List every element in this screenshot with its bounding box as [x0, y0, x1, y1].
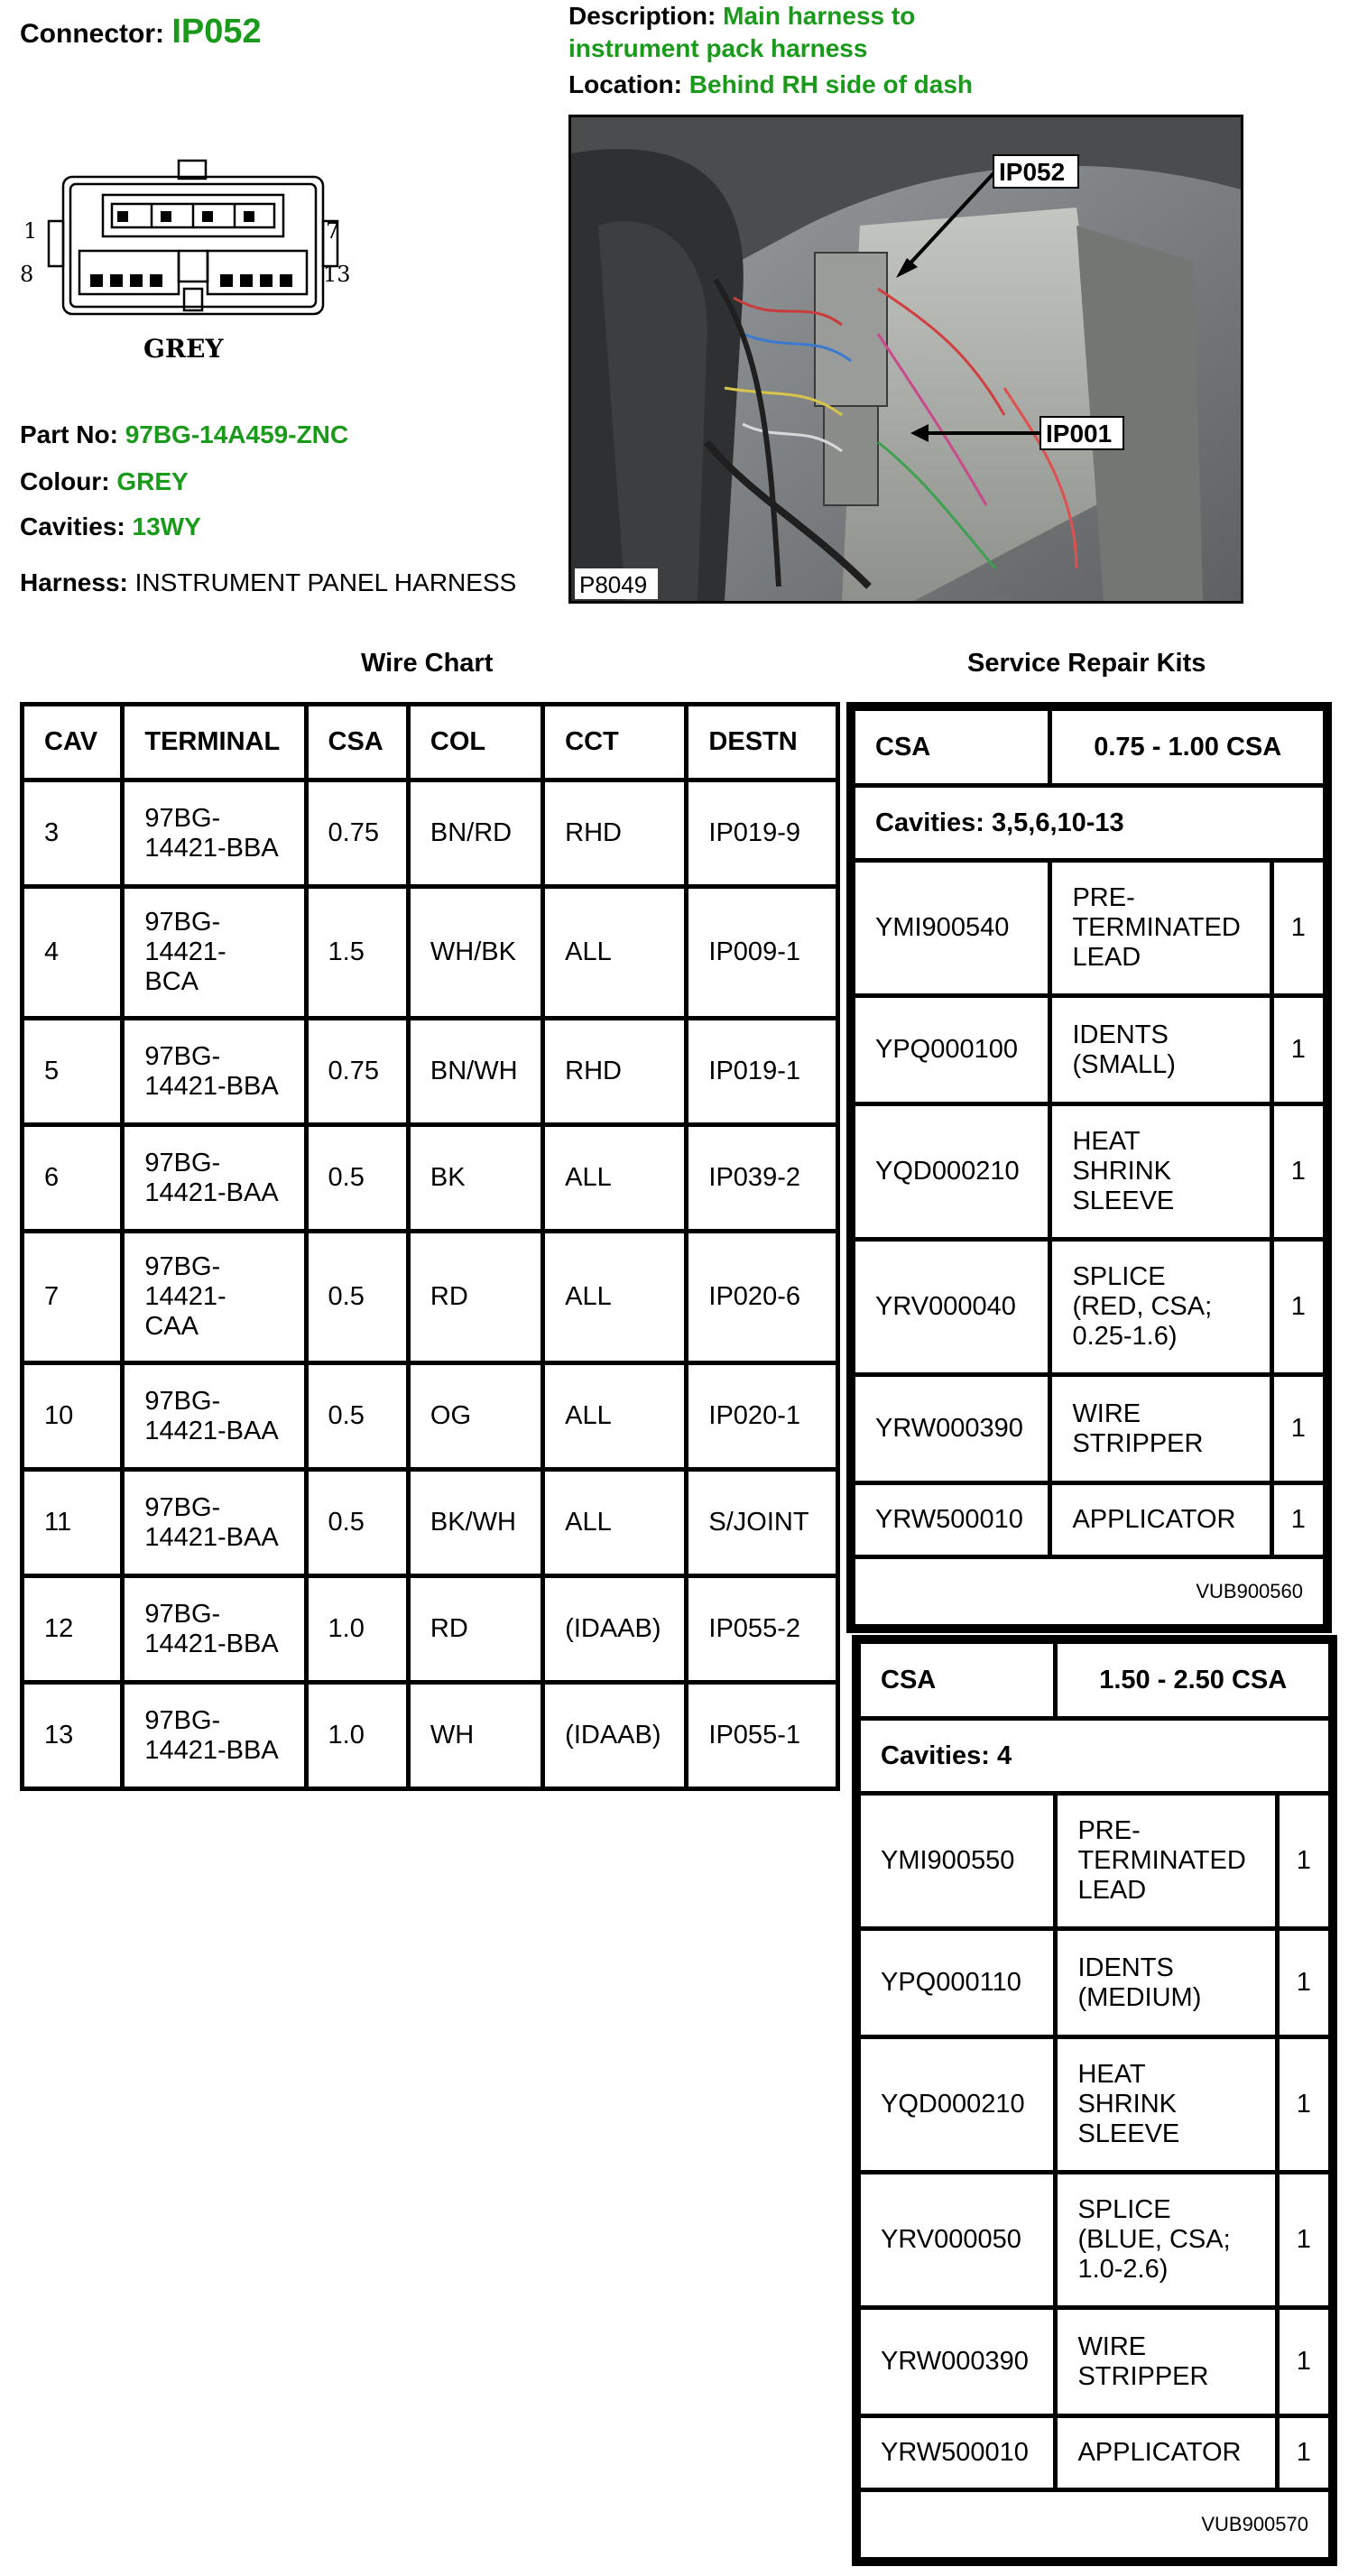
part-no-label: Part No:	[20, 420, 118, 448]
kit-number-row	[854, 1557, 1326, 1627]
kit-item-row	[859, 2173, 1331, 2308]
cell-cct: ALL	[543, 1232, 687, 1363]
kit-part-number: YPQ000100	[854, 996, 1050, 1104]
pin-1-label: 1	[23, 218, 38, 244]
description-value-2: instrument pack harness	[568, 34, 868, 62]
cell-col: WH	[408, 1683, 542, 1789]
kit-item-row	[854, 1240, 1326, 1375]
kit-part-description: HEAT SHRINK SLEEVE	[1056, 2037, 1277, 2173]
connector-diagram	[16, 153, 359, 370]
kit-part-quantity: 1	[1277, 2173, 1330, 2308]
col-col: COL	[408, 705, 542, 780]
cell-cav: 13	[23, 1683, 123, 1789]
kit-part-quantity: 1	[1271, 996, 1325, 1104]
cell-terminal: 97BG- 14421-BAA	[123, 1470, 306, 1576]
cell-col: RD	[408, 1576, 542, 1683]
kit-part-description: SPLICE (BLUE, CSA; 1.0-2.6)	[1056, 2173, 1277, 2308]
cell-col: BN/RD	[408, 780, 542, 887]
kit-item-row	[859, 2416, 1331, 2490]
kit-item-row	[859, 2037, 1331, 2173]
kit-cavities-row	[854, 786, 1326, 861]
cell-cav: 10	[23, 1363, 123, 1470]
connector-label: Connector:	[20, 19, 164, 49]
cell-col: BK/WH	[408, 1470, 542, 1576]
kit-part-quantity: 1	[1271, 861, 1325, 996]
cell-terminal: 97BG- 14421-BBA	[123, 1576, 306, 1683]
kit-cavities: Cavities: 4	[859, 1719, 1331, 1794]
cell-csa: 0.5	[306, 1363, 408, 1470]
cell-csa: 1.5	[306, 887, 408, 1019]
cell-destn: IP020-1	[687, 1363, 838, 1470]
cell-cct: RHD	[543, 780, 687, 887]
service-kit-0-75-1-00	[846, 702, 1332, 1633]
cell-terminal: 97BG- 14421-BBA	[123, 1683, 306, 1789]
cell-csa: 0.5	[306, 1125, 408, 1232]
kit-item-row	[854, 1375, 1326, 1483]
kit-csa-value: 1.50 - 2.50 CSA	[1056, 1642, 1331, 1719]
cell-cct: ALL	[543, 1470, 687, 1576]
location-label: Location:	[568, 70, 682, 98]
cell-terminal: 97BG- 14421-BBA	[123, 1019, 306, 1125]
kit-part-number: YMI900550	[859, 1794, 1056, 1929]
cell-terminal: 97BG- 14421-BAA	[123, 1125, 306, 1232]
kit-item-row	[854, 996, 1326, 1104]
cell-csa: 0.5	[306, 1470, 408, 1576]
cell-destn: IP055-2	[687, 1576, 838, 1683]
kit-part-quantity: 1	[1277, 2308, 1330, 2416]
kit-part-description: APPLICATOR	[1050, 1483, 1271, 1557]
kit-part-description: IDENTS (SMALL)	[1050, 996, 1271, 1104]
cavities-value: 13WY	[132, 512, 201, 540]
connector-colour-caption: GREY	[143, 334, 224, 364]
kit-part-description: APPLICATOR	[1056, 2416, 1277, 2490]
cell-cav: 4	[23, 887, 123, 1019]
kit-number-row	[859, 2490, 1331, 2560]
kit-item-row	[859, 1794, 1331, 1929]
kit-csa-value: 0.75 - 1.00 CSA	[1050, 709, 1326, 786]
col-cct: CCT	[543, 705, 687, 780]
colour-value: GREY	[116, 467, 189, 495]
wire-chart-row	[23, 1470, 838, 1576]
cell-cct: ALL	[543, 1125, 687, 1232]
cell-cct: (IDAAB)	[543, 1576, 687, 1683]
cell-cav: 3	[23, 780, 123, 887]
cell-destn: IP019-9	[687, 780, 838, 887]
cell-cav: 6	[23, 1125, 123, 1232]
cell-terminal: 97BG- 14421-BAA	[123, 1363, 306, 1470]
wire-chart-row	[23, 1363, 838, 1470]
cell-cav: 12	[23, 1576, 123, 1683]
cavities-label: Cavities:	[20, 512, 125, 540]
cell-col: OG	[408, 1363, 542, 1470]
location-line	[568, 69, 973, 101]
kit-part-number: YQD000210	[854, 1104, 1050, 1240]
colour-label: Colour:	[20, 467, 110, 495]
cell-cct: RHD	[543, 1019, 687, 1125]
cell-destn: IP039-2	[687, 1125, 838, 1232]
col-destn: DESTN	[687, 705, 838, 780]
wire-chart-row	[23, 780, 838, 887]
kit-part-number: YRW500010	[854, 1483, 1050, 1557]
part-no-value: 97BG-14A459-ZNC	[125, 420, 349, 448]
wire-chart-header-row	[23, 705, 838, 780]
col-cav: CAV	[23, 705, 123, 780]
connector-face-drawing	[16, 153, 359, 370]
colour-line	[20, 467, 189, 496]
pin-8-label: 8	[20, 262, 34, 287]
kit-item-row	[859, 2308, 1331, 2416]
location-value: Behind RH side of dash	[688, 70, 974, 98]
kit-item-row	[859, 1929, 1331, 2037]
kit-part-quantity: 1	[1277, 2416, 1330, 2490]
cell-col: BK	[408, 1125, 542, 1232]
kit-part-quantity: 1	[1277, 2037, 1330, 2173]
photo-reference: P8049	[579, 571, 648, 598]
kit-part-description: WIRE STRIPPER	[1056, 2308, 1277, 2416]
part-no-line	[20, 420, 348, 449]
cavities-line	[20, 512, 201, 541]
cell-cct: ALL	[543, 1363, 687, 1470]
kit-part-description: SPLICE (RED, CSA; 0.25-1.6)	[1050, 1240, 1271, 1375]
cell-terminal: 97BG- 14421- CAA	[123, 1232, 306, 1363]
cell-csa: 0.5	[306, 1232, 408, 1363]
kit-part-description: IDENTS (MEDIUM)	[1056, 1929, 1277, 2037]
wire-chart-row	[23, 887, 838, 1019]
kit-part-number: YRV000040	[854, 1240, 1050, 1375]
photo-callout-ip052: IP052	[999, 158, 1066, 186]
kit-item-row	[854, 1104, 1326, 1240]
kit-item-row	[854, 861, 1326, 996]
harness-line	[20, 568, 516, 597]
kit-csa-row	[859, 1642, 1331, 1719]
cell-cav: 5	[23, 1019, 123, 1125]
cell-destn: IP009-1	[687, 887, 838, 1019]
kit-part-description: WIRE STRIPPER	[1050, 1375, 1271, 1483]
cell-col: WH/BK	[408, 887, 542, 1019]
cell-cav: 11	[23, 1470, 123, 1576]
kit-csa-label: CSA	[854, 709, 1050, 786]
kit-csa-label: CSA	[859, 1642, 1056, 1719]
kit-cavities: Cavities: 3,5,6,10-13	[854, 786, 1326, 861]
kit-part-quantity: 1	[1271, 1375, 1325, 1483]
cell-cct: ALL	[543, 887, 687, 1019]
cell-destn: IP019-1	[687, 1019, 838, 1125]
kit-part-description: PRE- TERMINATED LEAD	[1056, 1794, 1277, 1929]
cell-col: RD	[408, 1232, 542, 1363]
kit-part-quantity: 1	[1277, 1929, 1330, 2037]
kit-item-row	[854, 1483, 1326, 1557]
wire-chart-row	[23, 1125, 838, 1232]
cell-destn: S/JOINT	[687, 1470, 838, 1576]
cell-cct: (IDAAB)	[543, 1683, 687, 1789]
kit-number: VUB900570	[859, 2490, 1331, 2560]
kit-part-quantity: 1	[1271, 1483, 1325, 1557]
wire-chart-title: Wire Chart	[361, 649, 494, 678]
kit-part-number: YRV000050	[859, 2173, 1056, 2308]
cell-cav: 7	[23, 1232, 123, 1363]
pin-13-label: 13	[323, 262, 351, 287]
service-kit-1-50-2-50	[852, 1635, 1337, 2566]
location-photo	[568, 115, 1243, 604]
harness-label: Harness:	[20, 568, 128, 596]
cell-csa: 1.0	[306, 1576, 408, 1683]
kit-part-quantity: 1	[1271, 1104, 1325, 1240]
kit-part-description: HEAT SHRINK SLEEVE	[1050, 1104, 1271, 1240]
description-line	[568, 0, 973, 32]
kit-part-quantity: 1	[1277, 1794, 1330, 1929]
cell-csa: 1.0	[306, 1683, 408, 1789]
kit-part-number: YQD000210	[859, 2037, 1056, 2173]
connector-id: IP052	[171, 13, 262, 51]
wire-chart-row	[23, 1232, 838, 1363]
col-csa: CSA	[306, 705, 408, 780]
kit-part-number: YRW000390	[854, 1375, 1050, 1483]
kit-part-number: YPQ000110	[859, 1929, 1056, 2037]
wire-chart-table	[20, 702, 840, 1791]
cell-terminal: 97BG- 14421- BCA	[123, 887, 306, 1019]
description-value-1: Main harness to	[723, 2, 916, 30]
kit-number: VUB900560	[854, 1557, 1326, 1627]
kit-part-description: PRE- TERMINATED LEAD	[1050, 861, 1271, 996]
cell-terminal: 97BG- 14421-BBA	[123, 780, 306, 887]
description-block	[568, 0, 973, 101]
wire-chart-row	[23, 1019, 838, 1125]
description-label: Description:	[568, 2, 716, 30]
cell-destn: IP055-1	[687, 1683, 838, 1789]
kit-part-quantity: 1	[1271, 1240, 1325, 1375]
kit-csa-row	[854, 709, 1326, 786]
cell-csa: 0.75	[306, 1019, 408, 1125]
photo-callout-ip001: IP001	[1046, 420, 1113, 448]
connector-heading	[20, 13, 262, 51]
harness-value: INSTRUMENT PANEL HARNESS	[134, 568, 517, 596]
cell-csa: 0.75	[306, 780, 408, 887]
cell-col: BN/WH	[408, 1019, 542, 1125]
kit-cavities-row	[859, 1719, 1331, 1794]
cell-destn: IP020-6	[687, 1232, 838, 1363]
kit-part-number: YMI900540	[854, 861, 1050, 996]
kit-part-number: YRW500010	[859, 2416, 1056, 2490]
pin-7-label: 7	[326, 218, 340, 244]
service-repair-kits-title: Service Repair Kits	[967, 649, 1206, 678]
kit-part-number: YRW000390	[859, 2308, 1056, 2416]
col-terminal: TERMINAL	[123, 705, 306, 780]
wire-chart-row	[23, 1683, 838, 1789]
wire-chart-row	[23, 1576, 838, 1683]
